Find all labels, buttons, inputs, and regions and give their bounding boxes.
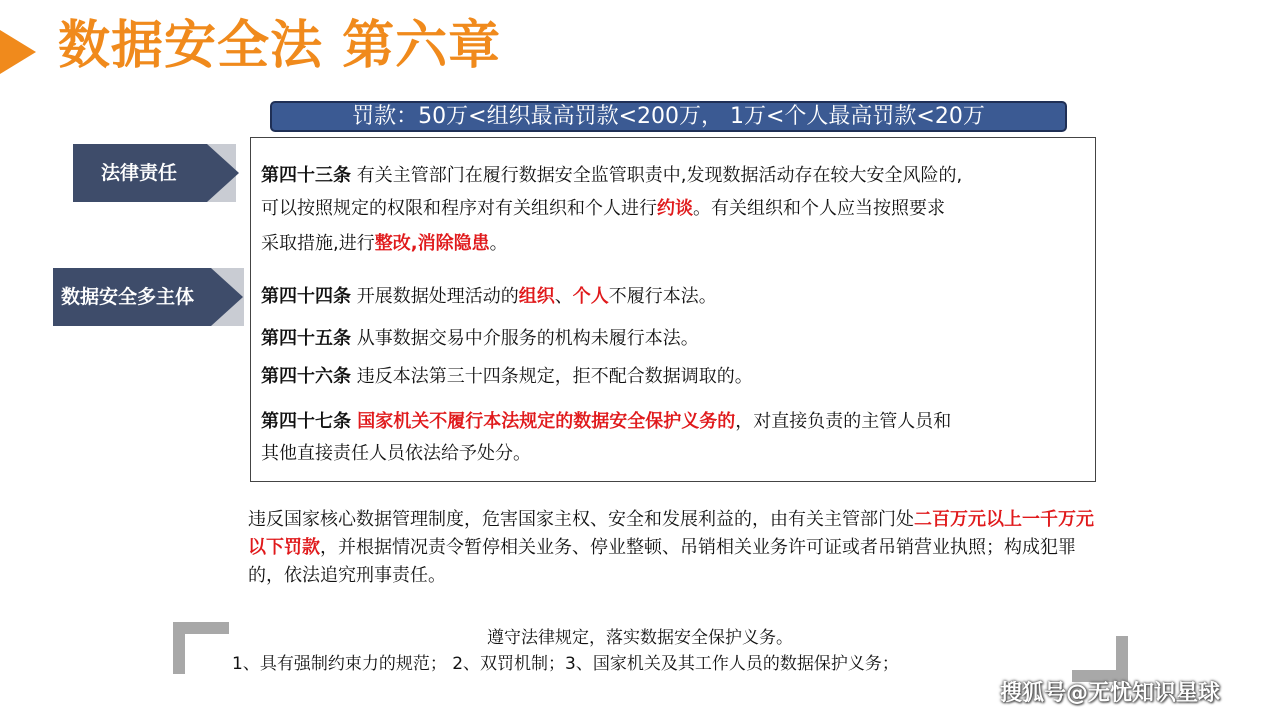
article-text: 、 [554, 286, 573, 307]
article-text: 开展数据处理活动的 [351, 286, 519, 307]
article-label: 第四十六条 [261, 366, 351, 387]
article-text: ，对直接负责的主管人员和 [735, 411, 952, 432]
article-highlight: 约谈 [657, 198, 693, 219]
article-text: 有关主管部门在履行数据安全监管职责中,发现数据活动存在较大安全风险的, [351, 165, 963, 186]
slide-title: 数据安全法 第六章 [58, 16, 502, 76]
article-45 [261, 321, 699, 356]
watermark: 搜狐号@无忧知识星球 [1000, 681, 1221, 706]
penalty-paragraph [248, 506, 1108, 590]
fine-banner: 罚款：50万<组织最高罚款<200万， 1万<个人最高罚款<20万 [270, 101, 1067, 132]
article-text: 。有关组织和个人应当按照要求 [693, 198, 945, 219]
articles-box [250, 137, 1096, 482]
article-text: 从事数据交易中介服务的机构未履行本法。 [351, 328, 699, 349]
article-43 [261, 158, 962, 193]
article-46 [261, 359, 753, 394]
title-arrow-icon [0, 30, 36, 74]
tag-label: 法律责任 [101, 162, 178, 184]
article-text: 违反本法第三十四条规定，拒不配合数据调取的。 [351, 366, 753, 387]
article-44 [261, 279, 717, 314]
penalty-highlight: 二百万元以上一千万元以下罚款 [248, 509, 1094, 558]
article-label: 第四十四条 [261, 286, 351, 307]
article-47-line2 [261, 436, 531, 471]
tag-label: 数据安全多主体 [61, 286, 195, 308]
tag-legal-liability [73, 144, 207, 202]
article-label: 第四十七条 [261, 411, 351, 432]
article-highlight: 组织 [518, 286, 555, 307]
article-47 [261, 404, 951, 439]
summary-line-1: 遵守法律规定，落实数据安全保护义务。 [487, 628, 793, 648]
article-43-line3 [261, 226, 508, 261]
article-43-line2 [261, 191, 945, 226]
article-label: 第四十五条 [261, 328, 351, 349]
article-highlight: 个人 [572, 286, 609, 307]
article-text: 采取措施,进行 [261, 233, 375, 254]
article-highlight: 国家机关不履行本法规定的数据安全保护义务的 [351, 411, 736, 432]
article-label: 第四十三条 [261, 165, 351, 186]
article-highlight: 整改,消除隐患 [374, 233, 490, 254]
article-text: 。 [489, 233, 508, 254]
article-text: 其他直接责任人员依法给予处分。 [261, 443, 531, 464]
penalty-text: ，并根据情况责令暂停相关业务、停业整顿、吊销相关业务许可证或者吊销营业执照；构成犯罪的，依法追究刑事责任。 [248, 537, 1076, 586]
penalty-text: 违反国家核心数据管理制度，危害国家主权、安全和发展利益的，由有关主管部门处 [248, 509, 914, 530]
article-text: 可以按照规定的权限和程序对有关组织和个人进行 [261, 198, 657, 219]
article-text: 不履行本法。 [608, 286, 717, 307]
summary-line-2: 1、具有强制约束力的规范； 2、双罚机制；3、国家机关及其工作人员的数据保护义务； [232, 654, 899, 674]
tag-multi-subject [53, 268, 211, 326]
